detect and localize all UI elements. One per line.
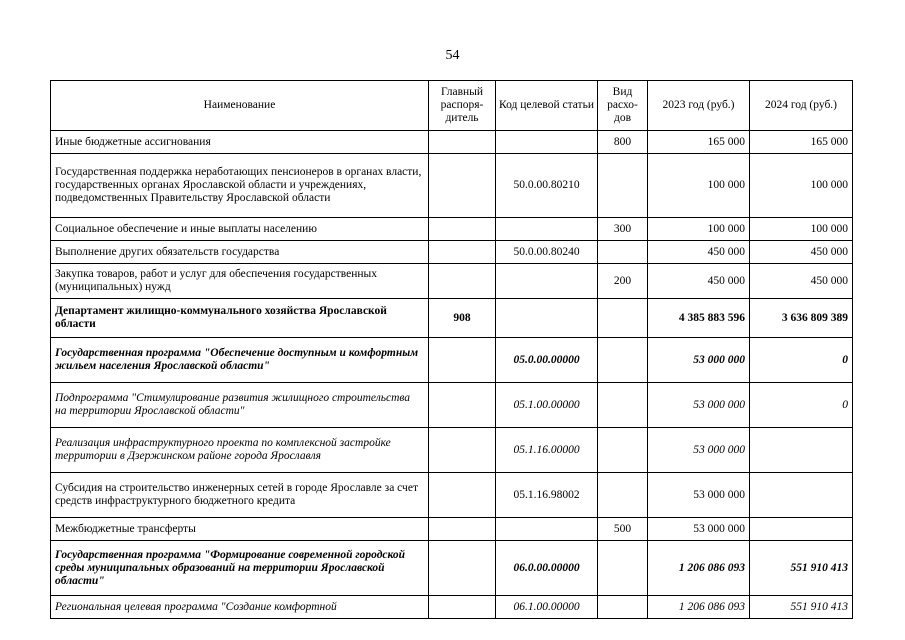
cell-kind: 300 <box>598 218 648 241</box>
cell-2023: 53 000 000 <box>648 338 750 383</box>
cell-name: Региональная целевая программа "Создание комфортной <box>51 596 429 619</box>
table-row <box>51 154 853 218</box>
cell-admin <box>429 154 496 218</box>
cell-kind <box>598 154 648 218</box>
cell-2024: 450 000 <box>750 264 853 299</box>
cell-admin <box>429 596 496 619</box>
cell-2024: 100 000 <box>750 218 853 241</box>
cell-admin <box>429 218 496 241</box>
table-row <box>51 299 853 338</box>
cell-2024: 0 <box>750 383 853 428</box>
cell-kind <box>598 428 648 473</box>
cell-name: Государственная поддержка неработающих пенсионеров в органах власти, государственных органах Ярославской области и учреждениях, подведомственных Правительству Ярославской области <box>51 154 429 218</box>
cell-code: 06.0.00.00000 <box>496 541 598 596</box>
cell-admin <box>429 383 496 428</box>
cell-name: Закупка товаров, работ и услуг для обеспечения государственных (муниципальных) нужд <box>51 264 429 299</box>
cell-admin: 908 <box>429 299 496 338</box>
table-row <box>51 383 853 428</box>
cell-admin <box>429 264 496 299</box>
cell-code: 50.0.00.80210 <box>496 154 598 218</box>
cell-name: Выполнение других обязательств государства <box>51 241 429 264</box>
table-row <box>51 518 853 541</box>
cell-kind: 800 <box>598 131 648 154</box>
cell-admin <box>429 241 496 264</box>
cell-code <box>496 518 598 541</box>
cell-2024: 165 000 <box>750 131 853 154</box>
table-row <box>51 428 853 473</box>
cell-name: Социальное обеспечение и иные выплаты населению <box>51 218 429 241</box>
cell-2024: 551 910 413 <box>750 541 853 596</box>
cell-2024 <box>750 518 853 541</box>
cell-code: 05.1.00.00000 <box>496 383 598 428</box>
cell-2024: 450 000 <box>750 241 853 264</box>
cell-admin <box>429 518 496 541</box>
table-row <box>51 218 853 241</box>
header-kind: Вид расхо-дов <box>598 81 648 131</box>
cell-2024: 100 000 <box>750 154 853 218</box>
cell-kind <box>598 596 648 619</box>
header-admin: Главный распоря-дитель <box>429 81 496 131</box>
cell-name: Межбюджетные трансферты <box>51 518 429 541</box>
cell-code <box>496 131 598 154</box>
cell-kind <box>598 383 648 428</box>
cell-2024: 551 910 413 <box>750 596 853 619</box>
cell-name: Реализация инфраструктурного проекта по комплексной застройке территории в Дзержинском районе города Ярославля <box>51 428 429 473</box>
cell-kind <box>598 241 648 264</box>
table-row <box>51 264 853 299</box>
cell-code: 50.0.00.80240 <box>496 241 598 264</box>
cell-kind: 500 <box>598 518 648 541</box>
cell-code <box>496 218 598 241</box>
cell-name: Государственная программа "Обеспечение доступным и комфортным жильем населения Ярославской области" <box>51 338 429 383</box>
table-header-row <box>51 81 853 131</box>
cell-name: Субсидия на строительство инженерных сетей в городе Ярославле за счет средств инфраструктурного бюджетного кредита <box>51 473 429 518</box>
header-2024: 2024 год (руб.) <box>750 81 853 131</box>
cell-kind <box>598 473 648 518</box>
cell-name: Подпрограмма "Стимулирование развития жилищного строительства на территории Ярославской области" <box>51 383 429 428</box>
header-name: Наименование <box>51 81 429 131</box>
cell-kind: 200 <box>598 264 648 299</box>
cell-admin <box>429 541 496 596</box>
cell-name: Иные бюджетные ассигнования <box>51 131 429 154</box>
cell-2024: 3 636 809 389 <box>750 299 853 338</box>
cell-name: Государственная программа "Формирование современной городской среды муниципальных образований на территории Ярославской области" <box>51 541 429 596</box>
cell-code: 05.0.00.00000 <box>496 338 598 383</box>
cell-kind <box>598 541 648 596</box>
cell-2024 <box>750 428 853 473</box>
cell-2023: 53 000 000 <box>648 383 750 428</box>
header-2023: 2023 год (руб.) <box>648 81 750 131</box>
cell-kind <box>598 338 648 383</box>
cell-name: Департамент жилищно-коммунального хозяйства Ярославской области <box>51 299 429 338</box>
cell-2023: 53 000 000 <box>648 518 750 541</box>
table-row <box>51 131 853 154</box>
cell-2023: 53 000 000 <box>648 428 750 473</box>
cell-2023: 100 000 <box>648 218 750 241</box>
cell-admin <box>429 473 496 518</box>
page-number: 54 <box>445 48 460 63</box>
cell-admin <box>429 338 496 383</box>
table-row <box>51 596 853 619</box>
cell-2023: 450 000 <box>648 241 750 264</box>
budget-table <box>50 80 853 619</box>
cell-code: 05.1.16.98002 <box>496 473 598 518</box>
cell-kind <box>598 299 648 338</box>
table-row <box>51 241 853 264</box>
cell-admin <box>429 428 496 473</box>
cell-2023: 4 385 883 596 <box>648 299 750 338</box>
cell-code: 05.1.16.00000 <box>496 428 598 473</box>
cell-2023: 450 000 <box>648 264 750 299</box>
cell-code <box>496 299 598 338</box>
cell-2024 <box>750 473 853 518</box>
table-row <box>51 541 853 596</box>
cell-2023: 165 000 <box>648 131 750 154</box>
table-row <box>51 338 853 383</box>
header-code: Код целевой статьи <box>496 81 598 131</box>
cell-2023: 1 206 086 093 <box>648 596 750 619</box>
cell-2023: 53 000 000 <box>648 473 750 518</box>
cell-2023: 100 000 <box>648 154 750 218</box>
cell-code: 06.1.00.00000 <box>496 596 598 619</box>
cell-2024: 0 <box>750 338 853 383</box>
table-row <box>51 473 853 518</box>
cell-code <box>496 264 598 299</box>
cell-admin <box>429 131 496 154</box>
cell-2023: 1 206 086 093 <box>648 541 750 596</box>
